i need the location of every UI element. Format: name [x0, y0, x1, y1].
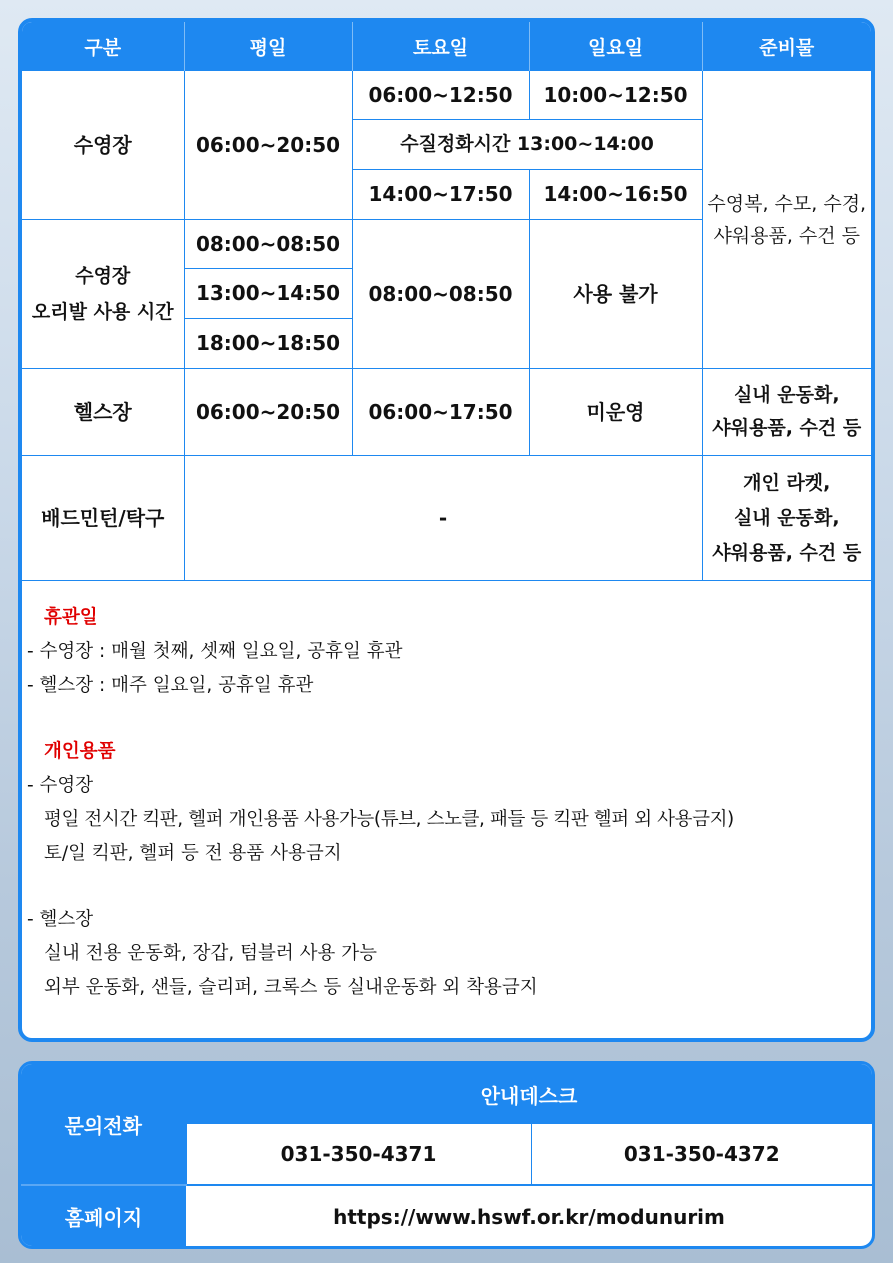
gym-weekday-hours: 06:00~20:50 [184, 369, 352, 456]
pool-supplies-text: 수영복, 수모, 수경, 샤워용품, 수건 등 [707, 192, 867, 247]
pool-supplies [702, 71, 871, 369]
schedule-table [22, 22, 871, 581]
schedule-header-row [22, 22, 871, 71]
closed-days-pool: - 수영장 : 매월 첫째, 셋째 일요일, 공휴일 휴관 [27, 641, 403, 662]
items-gym-title: - 헬스장 [27, 909, 94, 930]
kick-sunday-hours: 사용 불가 [529, 220, 702, 369]
info-desk-label: 안내데스크 [186, 1064, 872, 1124]
items-pool-line1: 평일 전시간 킥판, 헬퍼 개인용품 사용가능(튜브, 스노클, 패들 등 킥판 헬퍼 외 사용금지) [44, 809, 734, 830]
items-pool-title: - 수영장 [27, 775, 94, 796]
items-gym-line2: 외부 운동화, 샌들, 슬리퍼, 크록스 등 실내운동화 외 착용금지 [44, 977, 538, 998]
badminton-supplies [702, 456, 871, 581]
phone-number-2[interactable]: 031-350-4372 [531, 1124, 872, 1185]
contact-card [18, 1061, 875, 1249]
kick-label-line1: 수영장 [75, 265, 131, 287]
phone-label: 문의전화 [21, 1064, 186, 1185]
gym-saturday-hours: 06:00~17:50 [352, 369, 529, 456]
badminton-supplies-line3: 샤워용품, 수건 등 [712, 541, 862, 564]
header-weekday: 평일 [184, 22, 352, 71]
items-gym-line1: 실내 전용 운동화, 장갑, 텀블러 사용 가능 [44, 943, 377, 964]
header-category: 구분 [22, 22, 184, 71]
kick-weekday-slot-2: 13:00~14:50 [184, 269, 352, 319]
header-saturday: 토요일 [352, 22, 529, 71]
closed-days-gym: - 헬스장 : 매주 일요일, 공휴일 휴관 [27, 675, 314, 696]
pool-sunday-morning: 10:00~12:50 [529, 71, 702, 120]
kick-saturday-hours: 08:00~08:50 [352, 220, 529, 369]
pool-saturday-morning: 06:00~12:50 [352, 71, 529, 120]
header-supplies: 준비물 [702, 22, 871, 71]
items-pool-line2: 토/일 킥판, 헬퍼 등 전 용품 사용금지 [44, 843, 342, 864]
notes-section [22, 581, 871, 1005]
kick-label-line2: 오리발 사용 시간 [31, 301, 174, 323]
gym-sunday-hours: 미운영 [529, 369, 702, 456]
gym-label: 헬스장 [22, 369, 184, 456]
header-sunday: 일요일 [529, 22, 702, 71]
contact-table [21, 1064, 872, 1247]
homepage-link[interactable]: https://www.hswf.or.kr/modunurim [186, 1185, 872, 1247]
pool-sunday-afternoon: 14:00~16:50 [529, 170, 702, 220]
pool-label: 수영장 [22, 71, 184, 220]
badminton-hours: - [184, 456, 702, 581]
badminton-label: 배드민턴/탁구 [22, 456, 184, 581]
kick-label [22, 220, 184, 369]
kick-weekday-slot-3: 18:00~18:50 [184, 319, 352, 369]
pool-saturday-afternoon: 14:00~17:50 [352, 170, 529, 220]
gym-supplies-line2: 샤워용품, 수건 등 [712, 417, 862, 439]
gym-supplies [702, 369, 871, 456]
homepage-label: 홈페이지 [21, 1185, 186, 1247]
closed-days-title: 휴관일 [44, 607, 98, 628]
badminton-supplies-line1: 개인 라켓, [743, 471, 831, 494]
phone-number-1[interactable]: 031-350-4371 [186, 1124, 531, 1185]
pool-cleaning-time: 수질정화시간 13:00~14:00 [352, 120, 702, 170]
kick-weekday-slot-1: 08:00~08:50 [184, 220, 352, 269]
schedule-card [18, 18, 875, 1042]
personal-items-title: 개인용품 [44, 741, 116, 762]
badminton-supplies-line2: 실내 운동화, [733, 506, 840, 529]
pool-weekday-hours: 06:00~20:50 [184, 71, 352, 220]
gym-supplies-line1: 실내 운동화, [733, 384, 840, 406]
